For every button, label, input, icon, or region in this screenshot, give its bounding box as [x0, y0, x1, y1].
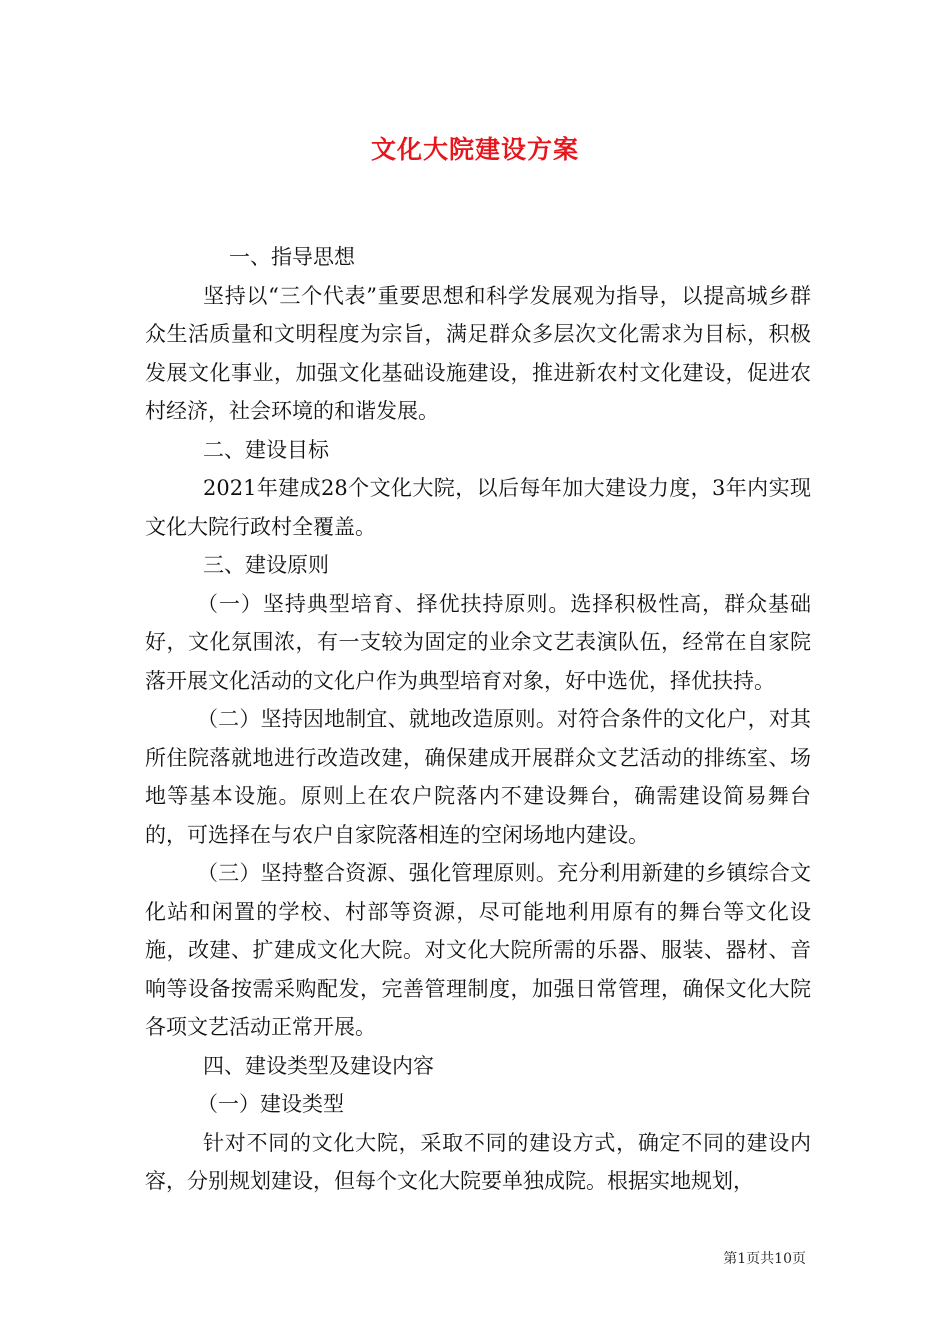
section-heading-guiding-ideology: 一、指导思想	[229, 245, 355, 269]
paragraph-guiding-ideology: 坚持以“三个代表”重要思想和科学发展观为指导，以提高城乡群众生活质量和文明程度为宗旨，满足群众多层次文化需求为目标，积极发展文化事业，加强文化基础设施建设，推进新农村文化建设，促进农村经济，社会环境的和谐发展。	[145, 283, 811, 423]
section-heading-types-and-content: 四、建设类型及建设内容	[203, 1053, 434, 1078]
page-number-footer: 第1页共10页	[723, 1251, 806, 1267]
paragraph-principle-3: （三）坚持整合资源、强化管理原则。充分利用新建的乡镇综合文化站和闲置的学校、村部等资源，尽可能地利用原有的舞台等文化设施，改建、扩建成文化大院。对文化大院所需的乐器、服装、器材、音响等设备按需采购配发，完善管理制度，加强日常管理，确保文化大院各项文艺活动正常开展。	[145, 861, 811, 1039]
paragraph-construction-types: 针对不同的文化大院，采取不同的建设方式，确定不同的建设内容，分别规划建设，但每个文化大院要单独成院。根据实地规划，	[145, 1130, 811, 1193]
document-title: 文化大院建设方案	[370, 135, 579, 164]
subheading-construction-types: （一）建设类型	[197, 1092, 344, 1116]
section-heading-construction-principles: 三、建设原则	[203, 553, 329, 577]
section-heading-construction-goals: 二、建设目标	[203, 437, 329, 462]
paragraph-principle-2: （二）坚持因地制宜、就地改造原则。对符合条件的文化户，对其所住院落就地进行改造改建，确保建成开展群众文艺活动的排练室、场地等基本设施。原则上在农户院落内不建设舞台，确需建设简易舞台的，可选择在与农户自家院落相连的空闲场地内建设。	[145, 707, 811, 847]
paragraph-construction-goals: 2021年建成28个文化大院，以后每年加大建设力度，3年内实现文化大院行政村全覆盖。	[145, 476, 811, 539]
document-body	[145, 238, 811, 1201]
paragraph-principle-1: （一）坚持典型培育、择优扶持原则。选择积极性高，群众基础好，文化氛围浓，有一支较为固定的业余文艺表演队伍，经常在自家院落开展文化活动的文化户作为典型培育对象，好中选优，择优扶持。	[145, 591, 811, 693]
